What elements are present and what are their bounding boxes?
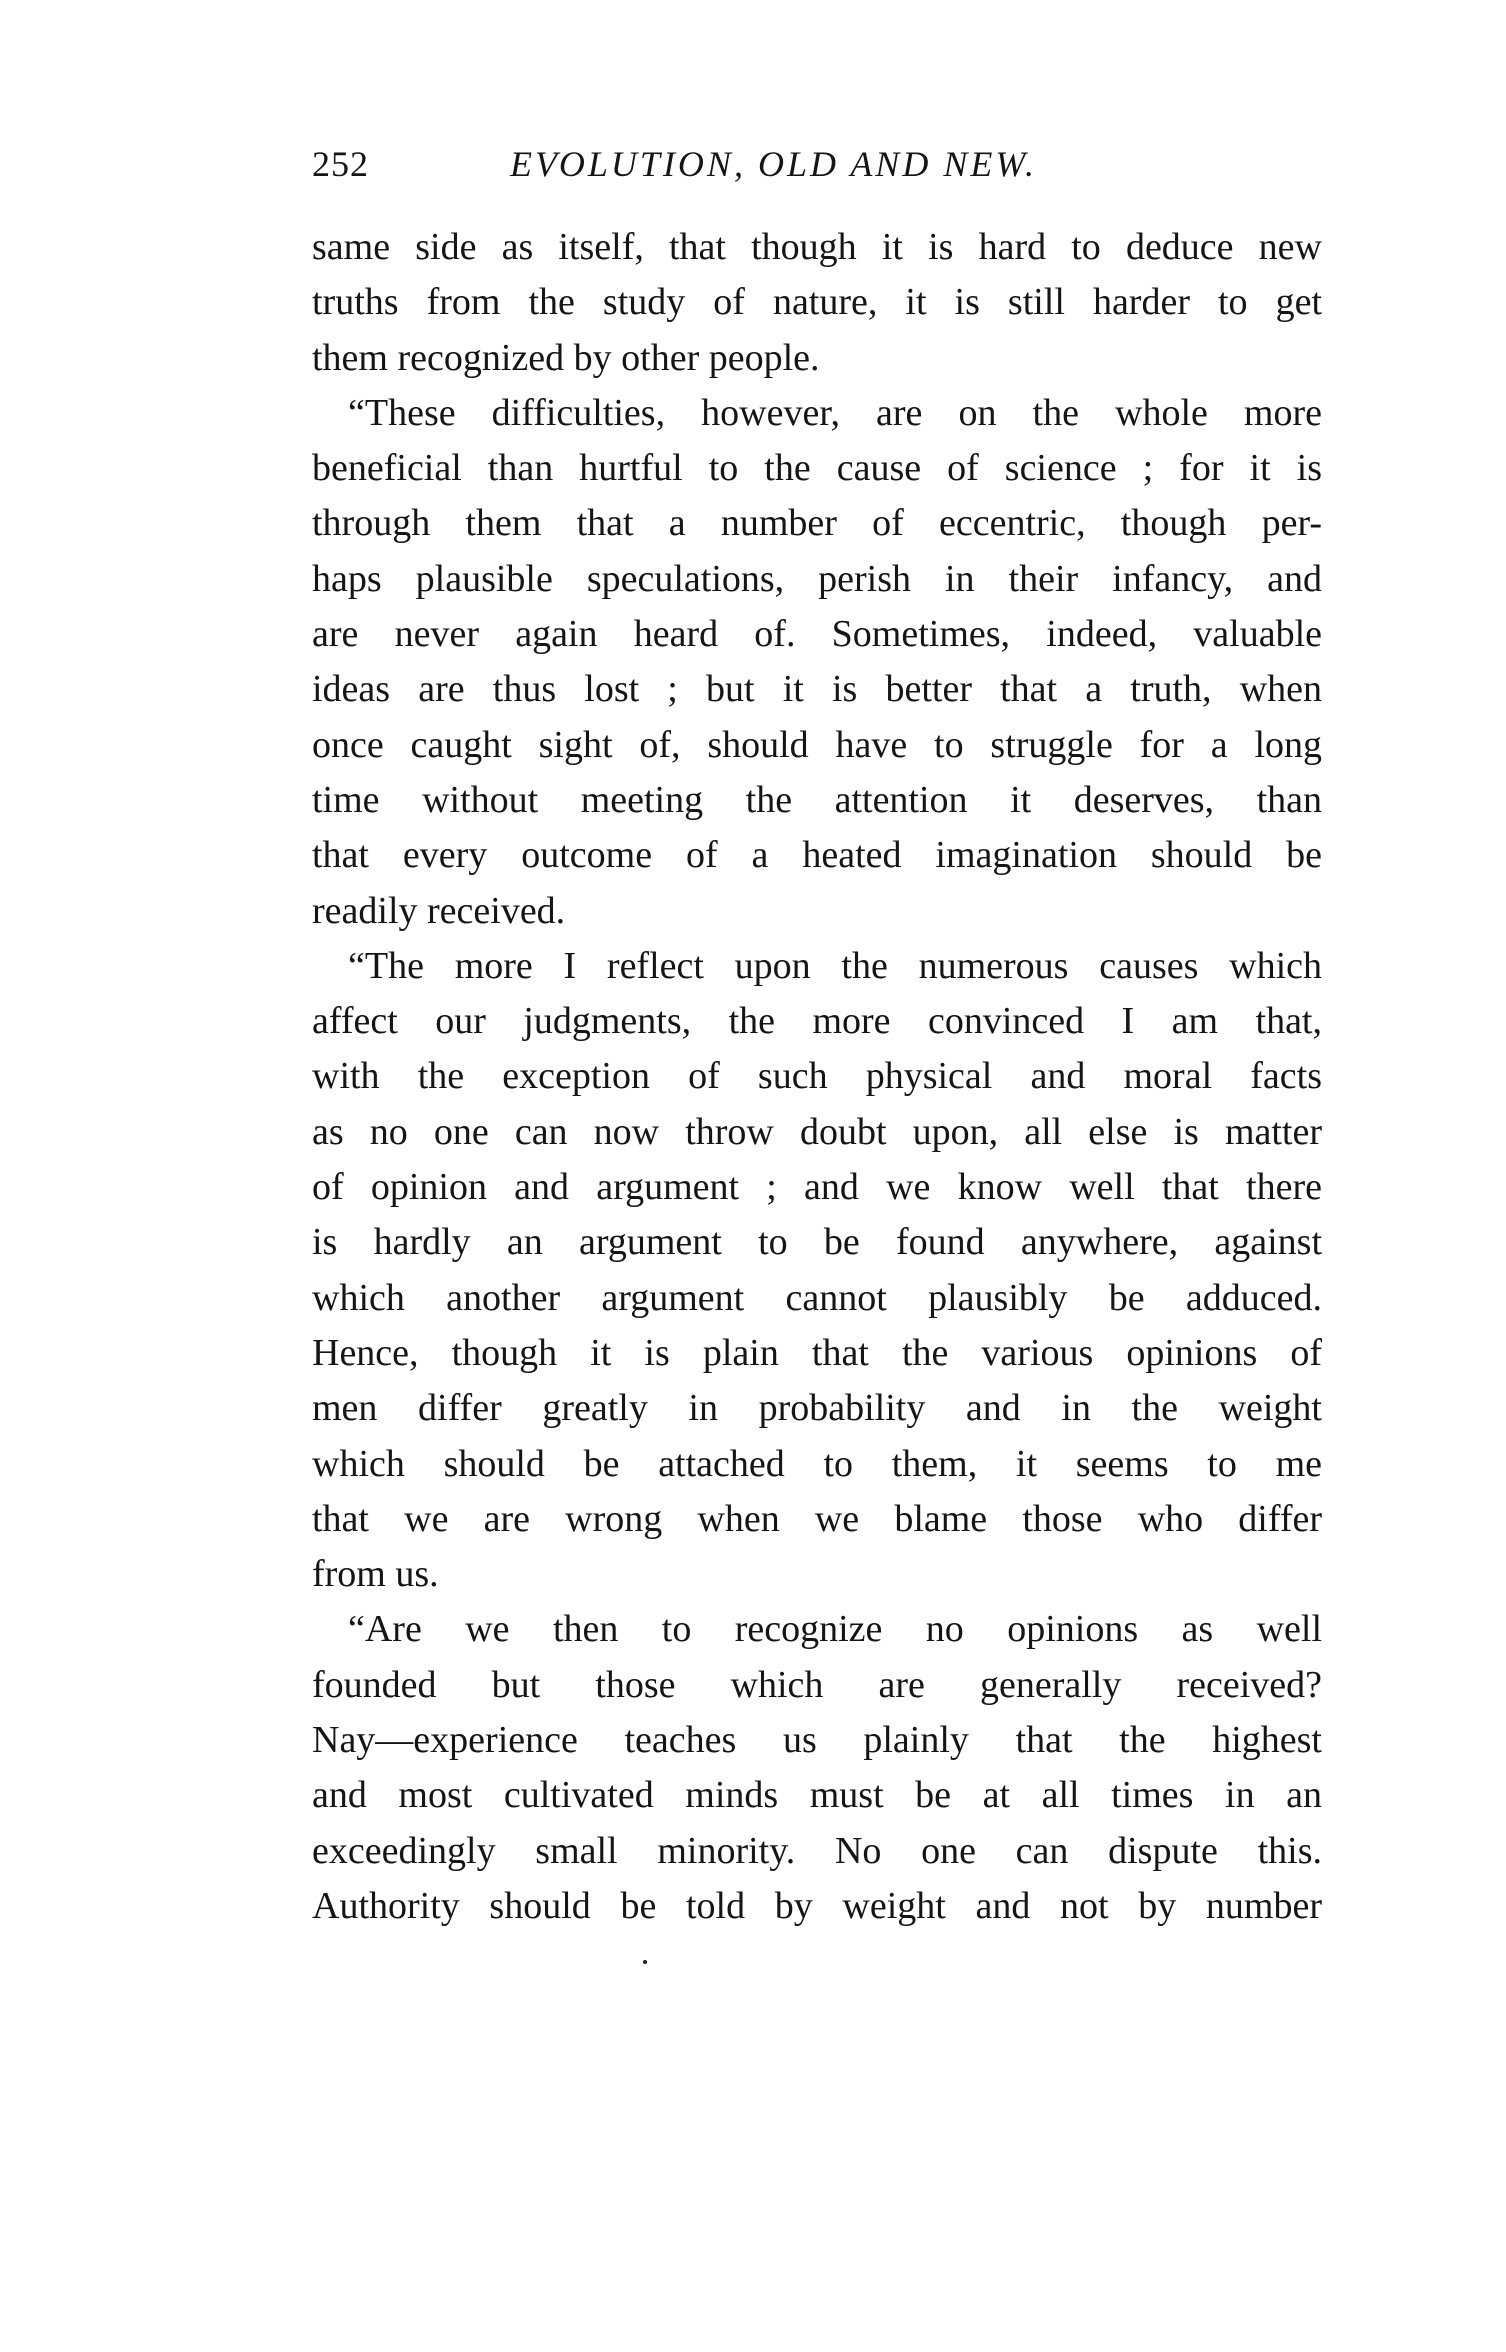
text-line: haps plausible speculations, perish in their infancy, and [312,557,1322,600]
running-head-title: EVOLUTION, OLD AND NEW. [510,144,1037,184]
text-line: of opinion and argument ; and we know well that there [312,1166,1322,1209]
text-line: and most cultivated minds must be at all times in an [312,1774,1322,1817]
text-line: ideas are thus lost ; but it is better that a truth, when [312,668,1322,711]
body-text [312,220,1322,1934]
ink-speck [643,1960,647,1964]
running-head [312,138,1322,190]
text-line: founded but those which are generally received? [312,1663,1322,1706]
text-line: once caught sight of, should have to struggle for a long [312,723,1322,766]
text-line: same side as itself, that though it is hard to deduce new [312,226,1322,268]
paragraph-start-line: “Are we then to recognize no opinions as well [348,1608,1322,1651]
page-number: 252 [312,144,369,184]
text-line: from us. [312,1553,439,1596]
text-line: with the exception of such physical and moral facts [312,1055,1322,1098]
text-line: are never again heard of. Sometimes, indeed, valuable [312,613,1322,656]
paragraph-start-line: “The more I reflect upon the numerous causes which [348,944,1322,987]
text-line: time without meeting the attention it deserves, than [312,778,1322,821]
text-line: truths from the study of nature, it is still harder to get [312,281,1322,324]
text-line: as no one can now throw doubt upon, all else is matter [312,1110,1322,1153]
text-line: Hence, though it is plain that the various opinions of [312,1331,1322,1374]
text-line: affect our judgments, the more convinced I am that, [312,1000,1322,1043]
paragraph-start-line: “These difficulties, however, are on the whole more [348,391,1322,434]
text-line: them recognized by other people. [312,336,820,379]
text-line: that we are wrong when we blame those who differ [312,1497,1322,1540]
text-line: that every outcome of a heated imagination should be [312,834,1322,877]
text-line: which should be attached to them, it seems to me [312,1442,1322,1485]
text-line: men differ greatly in probability and in the weight [312,1387,1322,1430]
text-line: Nay—experience teaches us plainly that the highest [312,1719,1322,1762]
text-line: Authority should be told by weight and not by number [312,1884,1322,1927]
text-line: exceedingly small minority. No one can dispute this. [312,1829,1322,1872]
text-line: is hardly an argument to be found anywhere, against [312,1221,1322,1264]
text-line: beneficial than hurtful to the cause of science ; for it is [312,447,1322,490]
text-line: readily received. [312,889,566,932]
text-line: through them that a number of eccentric, though per- [312,502,1322,545]
text-line: which another argument cannot plausibly be adduced. [312,1276,1322,1319]
